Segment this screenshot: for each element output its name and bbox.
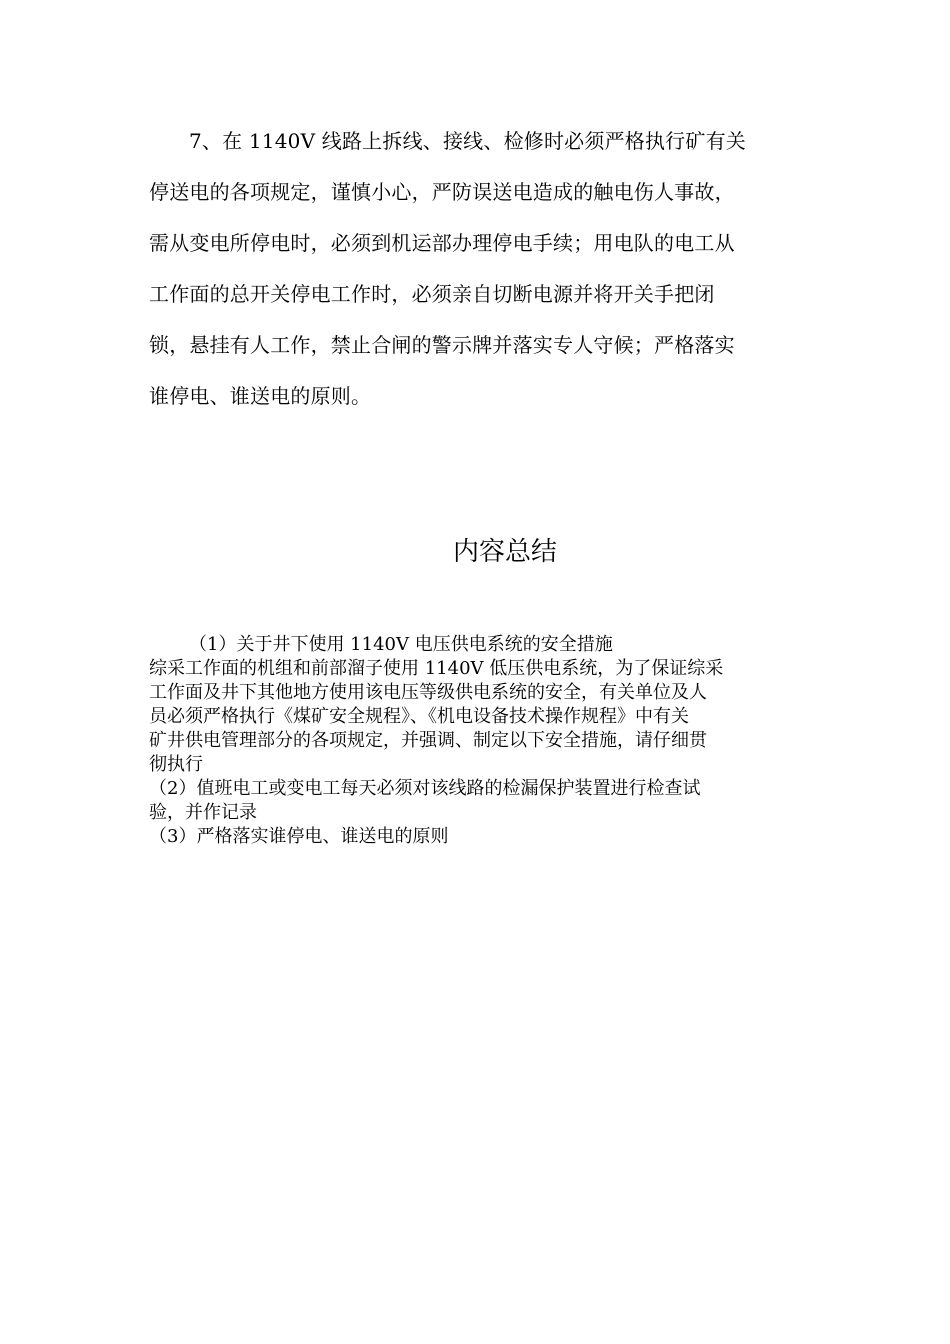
summary-line: 验，并作记录 — [149, 802, 257, 823]
paragraph-line: 需从变电所停电时，必须到机运部办理停电手续；用电队的电工从 — [149, 231, 735, 255]
summary-line: 工作面及井下其他地方使用该电压等级供电系统的安全，有关单位及人 — [149, 682, 707, 703]
paragraph-line: 锁，悬挂有人工作，禁止合闸的警示牌并落实专人守候；严格落实 — [149, 333, 735, 357]
summary-line: （2）值班电工或变电工每天必须对该线路的检漏保护装置进行检查试 — [149, 778, 701, 799]
safety-paragraph — [149, 116, 803, 422]
paragraph-line: 停送电的各项规定，谨慎小心，严防误送电造成的触电伤人事故， — [149, 180, 735, 204]
summary-line: 员必须严格执行《煤矿安全规程》、《机电设备技术操作规程》中有关 — [149, 706, 689, 727]
summary-line: 矿井供电管理部分的各项规定，并强调、制定以下安全措施，请仔细贯 — [149, 730, 707, 751]
summary-line: （3）严格落实谁停电、谁送电的原则 — [149, 826, 449, 847]
summary-body — [149, 633, 803, 849]
summary-title: 内容总结 — [452, 537, 557, 567]
paragraph-line: 谁停电、谁送电的原则。 — [149, 384, 372, 408]
summary-line: （1）关于井下使用 1140V 电压供电系统的安全措施 — [189, 634, 613, 655]
paragraph-line: 7、在 1140V 线路上拆线、接线、检修时必须严格执行矿有关 — [189, 129, 746, 153]
paragraph-line: 工作面的总开关停电工作时，必须亲自切断电源并将开关手把闭 — [149, 282, 715, 306]
summary-line: 彻执行 — [149, 754, 203, 775]
summary-line: 综采工作面的机组和前部溜子使用 1140V 低压供电系统，为了保证综采 — [149, 658, 724, 679]
